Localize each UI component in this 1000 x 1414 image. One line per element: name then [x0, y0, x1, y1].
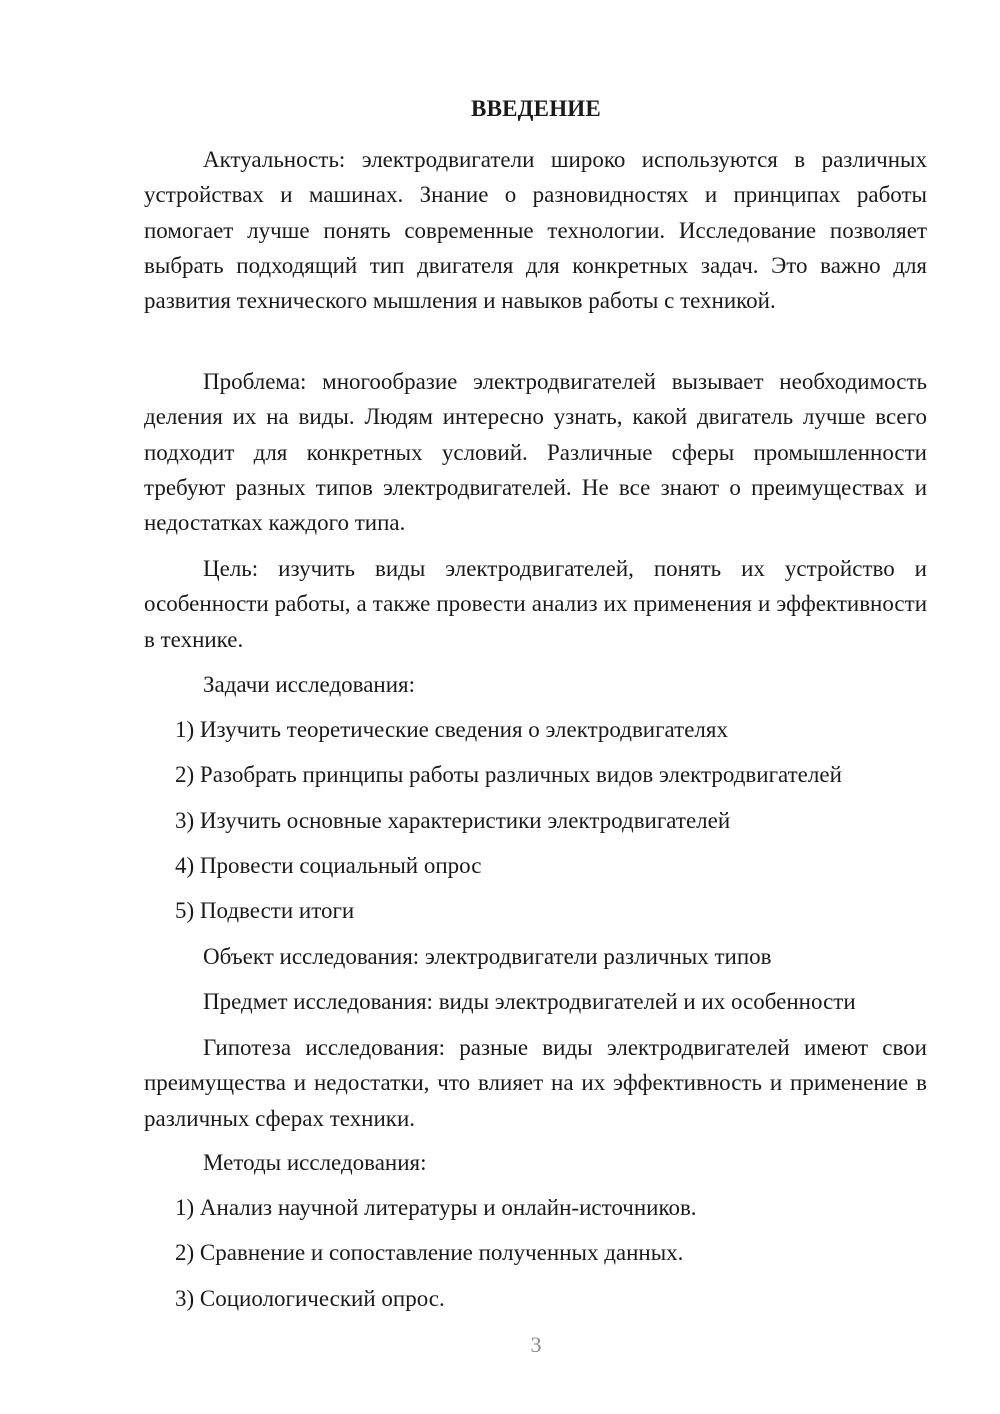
relevance-paragraph: Актуальность: электродвигатели широко используются в различных устройствах и машинах. Знание о разновидностях и принципах работы помогает лучше понять современные технологии. Исследование позволяет выбрать подходящий тип двигателя для конкретных задач. Это важно для развития технического мышления и навыков работы с техникой. [144, 147, 927, 314]
subject-line: Предмет исследования: виды электродвигателей и их особенности [203, 989, 856, 1014]
method-item-1: 1) Анализ научной литературы и онлайн-источников. [175, 1195, 697, 1220]
page-number-text: 3 [530, 1332, 542, 1357]
method-item-2: 2) Сравнение и сопоставление полученных данных. [175, 1240, 684, 1265]
goal-paragraph: Цель: изучить виды электродвигателей, понять их устройство и особенности работы, а также провести анализ их применения и эффективности в технике. [144, 556, 927, 652]
task-item-1: 1) Изучить теоретические сведения о электродвигателях [175, 717, 728, 742]
task-item-2: 2) Разобрать принципы работы различных видов электродвигателей [175, 762, 842, 787]
task-item-3: 3) Изучить основные характеристики электродвигателей [175, 808, 731, 833]
section-title: ВВЕДЕНИЕ [471, 96, 601, 121]
task-item-4: 4) Провести социальный опрос [175, 853, 482, 878]
hypothesis-paragraph: Гипотеза исследования: разные виды электродвигателей имеют свои преимущества и недостатки, что влияет на их эффективность и применение в различных сферах техники. [144, 1035, 927, 1131]
tasks-heading: Задачи исследования: [203, 672, 416, 697]
object-line: Объект исследования: электродвигатели различных типов [203, 944, 772, 969]
methods-heading: Методы исследования: [203, 1150, 427, 1175]
page-number [0, 1332, 1000, 1358]
method-item-3: 3) Социологический опрос. [175, 1286, 445, 1311]
section-heading [0, 96, 1000, 122]
task-item-5: 5) Подвести итоги [175, 898, 355, 923]
problem-paragraph: Проблема: многообразие электродвигателей вызывает необходимость деления их на виды. Людям интересно узнать, какой двигатель лучше всего подходит для конкретных условий. Различные сферы промышленности требуют разных типов электродвигателей. Не все знают о преимуществах и недостатках каждого типа. [144, 369, 927, 536]
